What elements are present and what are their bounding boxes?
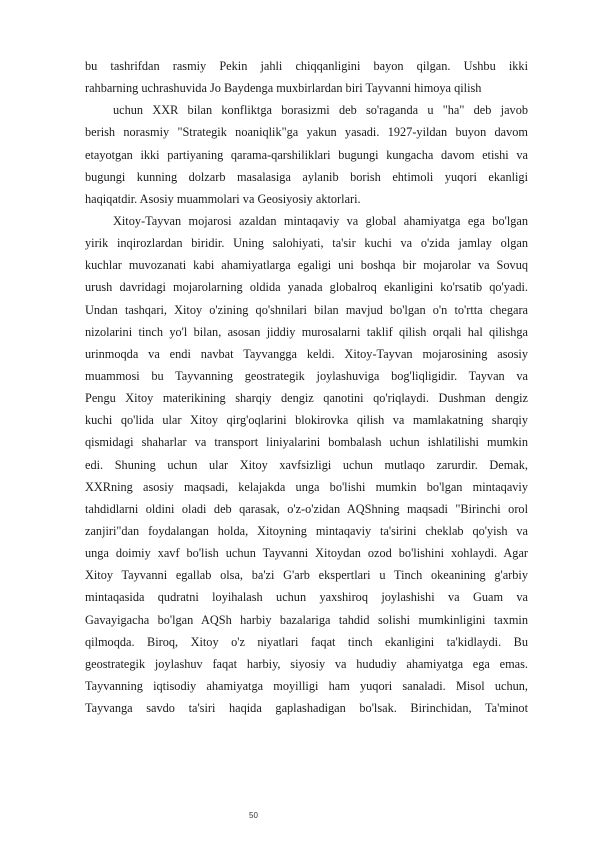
text-line: kuchi qo'lida ular Xitoy qirg'oqlarini blokirovka qilish va mamlakatning sharqiy: [85, 413, 528, 428]
text-line: urinmoqda va endi navbat Tayvangga keldi. Xitoy-Tayvan mojarosining asosiy: [85, 346, 528, 361]
text-line: nizolarini tinch yo'l bilan, asosan jiddiy murosalarni taklif qilish orqali hal qilishga: [85, 324, 528, 339]
text-line: geostrategik joylashuv faqat harbiy, siyosiy va hududiy ahamiyatga ega emas.: [85, 656, 528, 671]
text-line: urush davridagi mojarolarning oldida yanada globalroq ekanligini ko'rsatib qo'yadi.: [85, 280, 528, 295]
text-line: zanjiri"dan foydalangan holda, Xitoyning mintaqaviy ta'sirini cheklab qo'yish va: [85, 523, 528, 538]
text-line: berish norasmiy "Strategik noaniqlik"ga yakun yasadi. 1927-yildan buyon davom: [85, 125, 528, 140]
text-line: Pengu Xitoy materikining sharqiy dengiz qanotini qo'riqlaydi. Dushman dengiz: [85, 391, 528, 406]
text-line: etayotgan ikki partiyaning qarama-qarshiliklari bugungi kungacha davom etishi va: [85, 147, 528, 162]
text-line: qismidagi shaharlar va transport liniyalarini bombalash uchun ishlatilishi mumkin: [85, 435, 528, 450]
text-line: muammosi bu Tayvanning geostrategik joylashuviga bog'liqligidir. Tayvan va: [85, 368, 528, 383]
text-line: XXRning asosiy maqsadi, kelajakda unga bo'lishi mumkin bo'lgan mintaqaviy: [85, 479, 528, 494]
text-line: Tayvanga savdo ta'siri haqida gaplashadigan bo'lsak. Birinchidan, Ta'minot: [85, 701, 528, 716]
text-line: uchun XXR bilan konfliktga borasizmi deb so'raganda u "ha" deb javob: [113, 103, 528, 118]
text-line: Undan tashqari, Xitoy o'zining qo'shnilari bilan mavjud bo'lgan o'n to'rtta chegara: [85, 302, 528, 317]
text-line: Xitoy-Tayvan mojarosi azaldan mintaqaviy va global ahamiyatga ega bo'lgan: [113, 213, 528, 228]
text-line: haqiqatdir. Asosiy muammolari va Geosiyosiy aktorlari.: [85, 191, 361, 206]
text-line: yirik inqirozlardan biridir. Uning salohiyati, ta'sir kuchi va o'zida jamlay olgan: [85, 236, 528, 251]
page-number-label: 50: [249, 811, 258, 820]
text-line: Gavayigacha bo'lgan AQSh harbiy bazalariga tahdid solishi mumkinligini taxmin: [85, 612, 528, 627]
text-line: edi. Shuning uchun ular Xitoy xavfsizligi uchun mutlaqo zarurdir. Demak,: [85, 457, 528, 472]
text-line: mintaqasida qudratni loyihalash uchun yaxshiroq joylashishi va Guam va: [85, 590, 528, 605]
text-line: unga doimiy xavf bo'lish uchun Tayvanni Xitoydan ozod bo'lishini xohlaydi. Agar: [85, 546, 528, 561]
text-line: kuchlar muvozanati kabi ahamiyatlarga egaligi uni boshqa bir mojarolar va Sovuq: [85, 258, 528, 273]
text-line: bugungi kunning dolzarb masalasiga aylanib borish ehtimoli yuqori ekanligi: [85, 169, 528, 184]
body-text: [85, 55, 528, 719]
text-line: rahbarning uchrashuvida Jo Baydenga muxbirlardan biri Tayvanni himoya qilish: [85, 81, 482, 96]
text-line: bu tashrifdan rasmiy Pekin jahli chiqqanligini bayon qilgan. Ushbu ikki: [85, 59, 528, 73]
page-number: [0, 811, 595, 820]
text-line: Tayvanning iqtisodiy ahamiyatga moyilligi ham yuqori sanaladi. Misol uchun,: [85, 678, 528, 693]
text-line: qilmoqda. Biroq, Xitoy o'z niyatlari faqat tinch ekanligini ta'kidlaydi. Bu: [85, 634, 528, 649]
text-line: tahdidlarni oldini oladi deb qarasak, o'z-o'zidan AQShning maqsadi "Birinchi orol: [85, 501, 528, 516]
text-line: Xitoy Tayvanni egallab olsa, ba'zi G'arb ekspertlari u Tinch okeanining g'arbiy: [85, 568, 528, 583]
